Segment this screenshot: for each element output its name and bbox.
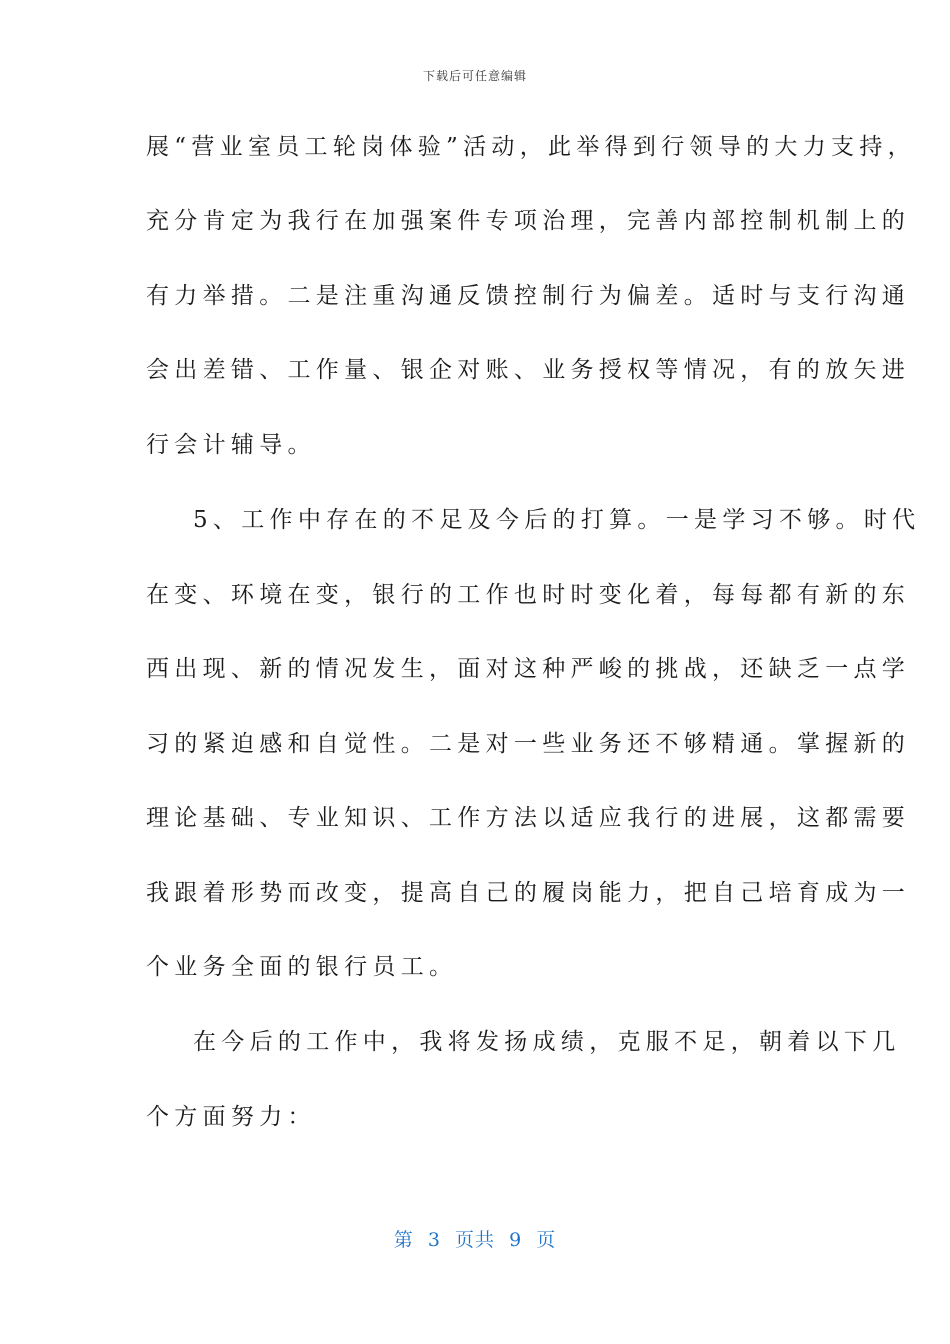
body-line: 我跟着形势而改变，提高自己的履岗能力，把自己培育成为一	[146, 880, 911, 906]
body-line: 有力举措。二是注重沟通反馈控制行为偏差。适时与支行沟通	[146, 283, 911, 309]
body-line: 理论基础、专业知识、工作方法以适应我行的进展，这都需要	[146, 805, 911, 831]
body-line: 西出现、新的情况发生，面对这种严峻的挑战，还缺乏一点学	[146, 656, 911, 682]
body-line: 5、工作中存在的不足及今后的打算。一是学习不够。时代	[193, 507, 921, 533]
body-line: 充分肯定为我行在加强案件专项治理，完善内部控制机制上的	[146, 208, 911, 234]
body-line: 会出差错、工作量、银企对账、业务授权等情况，有的放矢进	[146, 357, 911, 383]
page-header: 下载后可任意编辑	[422, 69, 527, 83]
body-line: 个业务全面的银行员工。	[146, 954, 458, 980]
body-line: 在变、环境在变，银行的工作也时时变化着，每每都有新的东	[146, 582, 911, 608]
body-line: 个方面努力：	[146, 1104, 316, 1130]
body-line: 习的紧迫感和自觉性。二是对一些业务还不够精通。掌握新的	[146, 731, 911, 757]
body-line: 展“营业室员工轮岗体验”活动，此举得到行领导的大力支持，	[146, 134, 916, 160]
body-line: 行会计辅导。	[146, 432, 316, 458]
body-line: 在今后的工作中，我将发扬成绩，克服不足，朝着以下几	[193, 1029, 901, 1055]
page-number-footer: 第 3 页共 9 页	[393, 1229, 557, 1251]
